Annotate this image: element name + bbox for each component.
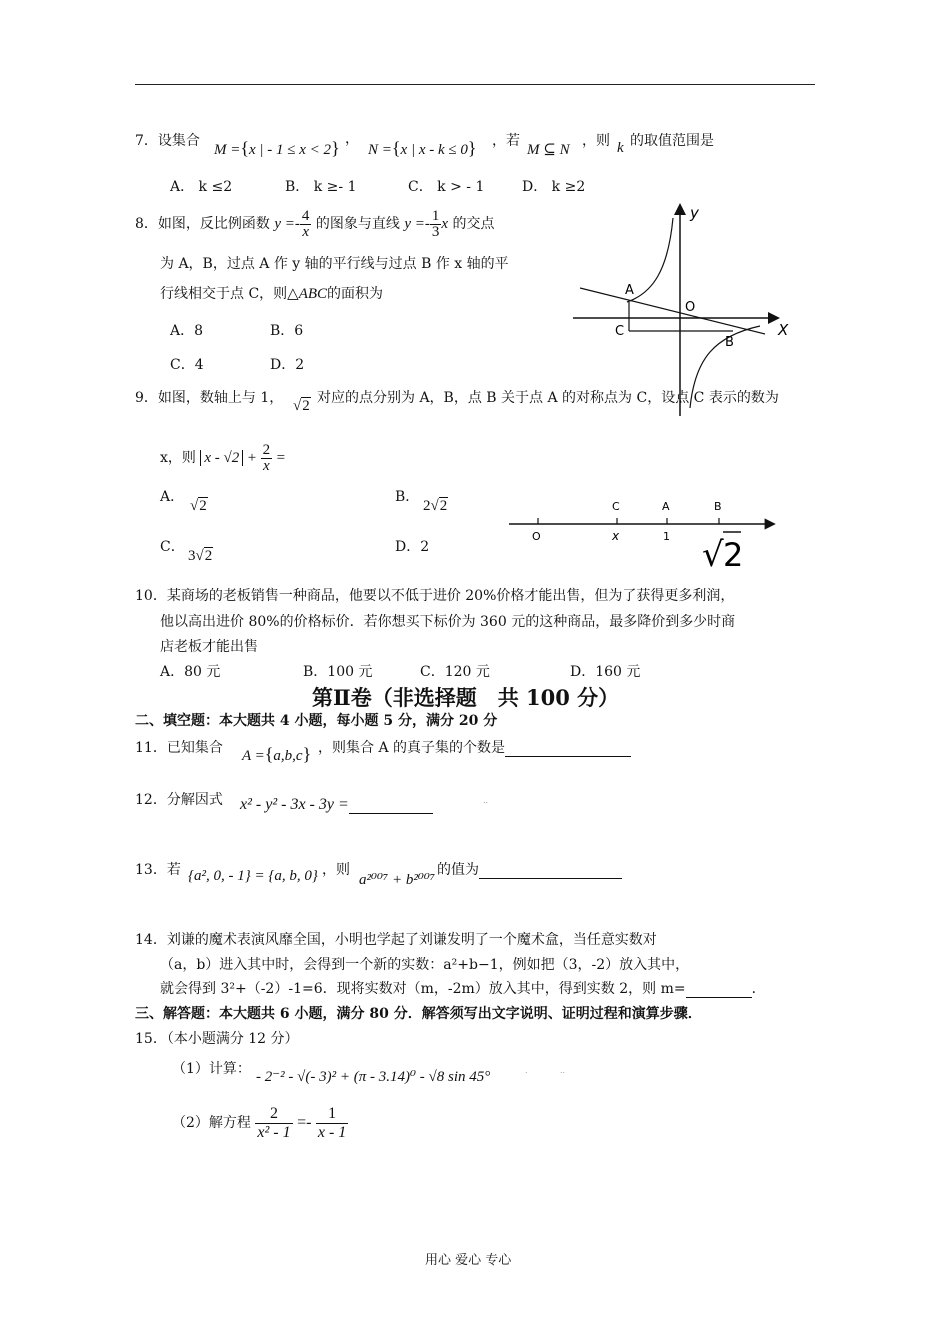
q8-frac2 — [430, 209, 442, 240]
q10-line3: 店老板才能出售 — [160, 639, 258, 655]
q9-option-b-coef: 2 — [423, 498, 431, 514]
q9-number-line — [505, 492, 785, 572]
section3-heading: 三、解答题：本大题共 6 小题，满分 80 分．解答须写出文字说明、证明过程和演算步骤． — [135, 1006, 702, 1022]
q14-line3 — [160, 978, 766, 998]
q13-text-a: 13．若 — [135, 862, 181, 878]
q14-line2: （a，b）进入其中时，会得到一个新的实数：a²+b−1，例如把（3，-2）放入其中， — [160, 957, 690, 973]
q9-option-c-label: C． — [160, 539, 185, 555]
q12-answer-blank[interactable] — [349, 813, 433, 814]
q10-option-d: D．160 元 — [570, 664, 641, 680]
q13-answer-blank[interactable] — [479, 878, 622, 879]
q9-frac-num: 2 — [262, 441, 271, 458]
q15-title: 15．（本小题满分 12 分） — [135, 1031, 299, 1047]
q7-set-m-label: M = — [214, 142, 241, 158]
q8-option-d: D．2 — [270, 357, 305, 373]
q8-graph-x-label: X — [778, 321, 789, 339]
q15-dot: . — [525, 1066, 528, 1075]
q12-expression — [240, 796, 433, 814]
q12-text-a: 12．分解因式 — [135, 792, 223, 808]
q7-ask: 的取值范围是 — [630, 133, 714, 149]
q15-part1-label: （1）计算： — [172, 1061, 251, 1077]
q7-option-d: D． k ≥2 — [522, 179, 586, 195]
q9-option-c-radicand: 2 — [204, 548, 213, 564]
q9-label-o: O — [532, 530, 541, 543]
q8-line3-a: 行线相交于点 C，则 — [160, 286, 288, 302]
q11-set-label: A = — [242, 748, 265, 764]
q15-frac1 — [255, 1105, 292, 1142]
header-rule — [135, 84, 815, 85]
q13-expression: a²⁰⁰⁷ + b²⁰⁰⁷ — [359, 872, 436, 888]
q10-line1: 10．某商场的老板销售一种商品，他要以不低于进价 20%价格才能出售，但为了获得更多利润， — [135, 588, 735, 604]
q9-option-a-radicand: 2 — [199, 498, 207, 514]
q8-option-b: B．6 — [270, 323, 304, 339]
q13-set-equation: {a², 0, - 1} = {a, b, 0} — [188, 868, 318, 884]
q15-frac1-num: 2 — [255, 1105, 292, 1124]
q15-part1-expression: - 2⁻² - √(- 3)² + (π - 3.14)⁰ - √8 sin 45° — [256, 1069, 491, 1085]
section2-heading: 二、填空题：本大题共 4 小题，每小题 5 分，满分 20 分 — [135, 713, 498, 729]
q8-text-a: 8．如图，反比例函数 — [135, 216, 270, 232]
q8-line3 — [160, 283, 383, 303]
q9-sqrt2: √2 — [293, 398, 310, 414]
q8-frac2-den: 3 — [431, 223, 440, 240]
q14-line1: 14．刘谦的魔术表演风靡全国，小明也学起了刘谦发明了一个魔术盒，当任意实数对 — [135, 932, 657, 948]
q9-option-c-value: 3√2 — [188, 548, 213, 564]
q8-line3-b: 的面积为 — [327, 286, 384, 302]
q9-label-one: 1 — [663, 530, 670, 543]
q13-text-c-content: 的值为 — [437, 862, 479, 878]
q9-option-b-label: B． — [395, 489, 420, 505]
q8-graph — [565, 198, 800, 418]
q13-text-c — [437, 859, 622, 879]
q8-graph-a-label: A — [625, 283, 634, 298]
q14-line3-a: 就会得到 3²+（-2）-1=6．现将实数对（m，-2m）放入其中，得到实数 2，则 m= — [160, 981, 686, 997]
q7-option-c: C． k > - 1 — [408, 179, 485, 195]
q9-option-d: D．2 — [395, 539, 430, 555]
q12-mark: .. — [483, 796, 489, 805]
q9-label-b: B — [714, 500, 722, 513]
q7-set-n: N ={x | x - k ≤ 0} — [368, 138, 477, 158]
q9-label-c: C — [612, 500, 620, 513]
q10-line2: 他以高出进价 80%的价格标价．若你想买下标价为 360 元的这种商品，最多降价到多少时商 — [160, 614, 736, 630]
q7-set-n-label: N = — [368, 142, 392, 158]
q14-answer-blank[interactable] — [686, 997, 752, 998]
q11-set-body: a,b,c — [273, 748, 303, 764]
q7-condition: M ⊆ N — [527, 142, 570, 158]
q9-big-sqrt-sign: √ — [702, 535, 724, 572]
q12-expr: x² - y² - 3x - 3y = — [240, 796, 349, 813]
q8-option-a: A．8 — [170, 323, 204, 339]
q8-line1 — [135, 204, 494, 244]
q8-triangle: △ABC — [287, 286, 328, 302]
q8-graph-c-label: C — [615, 324, 625, 339]
q9-line1-b: 对应的点分别为 A，B，点 B 关于点 A 的对称点为 C，设点 C 表示的数为 — [317, 390, 779, 406]
q7-then: ，则 — [582, 133, 610, 149]
q14-line3-b: ． — [751, 981, 766, 997]
q8-frac1 — [300, 209, 312, 240]
q15-eq: =- — [297, 1114, 312, 1131]
q8-x2: x — [441, 216, 449, 232]
q13-text-b: ，则 — [322, 862, 350, 878]
q8-y2: y =- — [404, 216, 430, 232]
q8-text-b: 的图象与直线 — [315, 216, 400, 232]
q7-if: ，若 — [492, 133, 520, 149]
q15-frac1-den: x² - 1 — [257, 1123, 291, 1141]
q7-set-n-body: x | x - k ≤ 0 — [400, 142, 468, 158]
q9-frac-den: x — [263, 457, 270, 474]
q9-option-b-value: 2√2 — [423, 498, 448, 514]
q7-option-a: A． k ≤2 — [170, 179, 233, 195]
q9-line1 — [135, 387, 283, 407]
q7-set-m: M ={x | - 1 ≤ x < 2} — [214, 138, 340, 158]
q9-line2 — [160, 438, 285, 478]
q10-option-b: B．100 元 — [303, 664, 373, 680]
q9-label-x: x — [612, 529, 620, 543]
q8-line2: 为 A，B，过点 A 作 y 轴的平行线与过点 B 作 x 轴的平 — [160, 256, 509, 272]
q11-answer-blank[interactable] — [505, 756, 631, 757]
q11-set: A ={a,b,c} — [242, 744, 312, 764]
q7-stem — [135, 130, 200, 150]
q8-frac1-num: 4 — [301, 207, 310, 224]
q8-y1: y =- — [274, 216, 300, 232]
q9-line1-a: 9．如图，数轴上与 1， — [135, 390, 284, 406]
q11-text-a: 11．已知集合 — [135, 740, 223, 756]
q8-graph-b-label: B — [725, 335, 734, 350]
q9-label-a: A — [662, 500, 670, 513]
q15-frac2-den: x - 1 — [317, 1123, 347, 1141]
q9-line2-a: x，则 — [160, 450, 196, 466]
q8-graph-o-label: O — [685, 300, 696, 315]
q8-frac2-num: 1 — [431, 207, 440, 224]
q9-frac — [261, 443, 273, 474]
q7-option-b: B． k ≥- 1 — [285, 179, 357, 195]
q7-stem-text: 7．设集合 — [135, 133, 200, 149]
q10-option-c: C．120 元 — [420, 664, 490, 680]
q9-eq: = — [276, 450, 286, 466]
q9-option-b-radicand: 2 — [439, 498, 448, 514]
q8-graph-y-label: y — [690, 204, 699, 222]
page-footer: 用心 爱心 专心 — [425, 1253, 512, 1268]
q7-var-k: k — [617, 140, 624, 156]
q8-option-c: C．4 — [170, 357, 204, 373]
q7-comma: ， — [345, 131, 359, 147]
q9-option-c-coef: 3 — [188, 548, 196, 564]
q9-abs: x - √2 — [200, 450, 243, 466]
q9-option-a-label: A． — [160, 489, 185, 505]
q15-mark: .. — [560, 1066, 566, 1075]
q9-plus: + — [247, 450, 257, 466]
q8-line — [580, 288, 765, 334]
q15-frac2 — [316, 1105, 348, 1142]
q7-set-m-body: x | - 1 ≤ x < 2 — [249, 142, 332, 158]
q8-frac1-den: x — [302, 223, 309, 240]
q11-text-b-content: ，则集合 A 的真子集的个数是 — [318, 740, 506, 756]
part2-title: 第Ⅱ卷（非选择题 共 100 分） — [312, 685, 620, 710]
q15-part2-label: （2）解方程 — [172, 1115, 251, 1131]
q11-text-b — [318, 737, 631, 757]
q15-part2 — [172, 1100, 348, 1146]
q9-big-sqrt-radicand: 2 — [723, 536, 744, 572]
q15-frac2-num: 1 — [316, 1105, 348, 1124]
q9-option-a-value: √2 — [190, 498, 207, 514]
q9-sqrt2-radicand: 2 — [302, 398, 310, 414]
q8-text-c: 的交点 — [452, 216, 495, 232]
q10-option-a: A．80 元 — [160, 664, 221, 680]
